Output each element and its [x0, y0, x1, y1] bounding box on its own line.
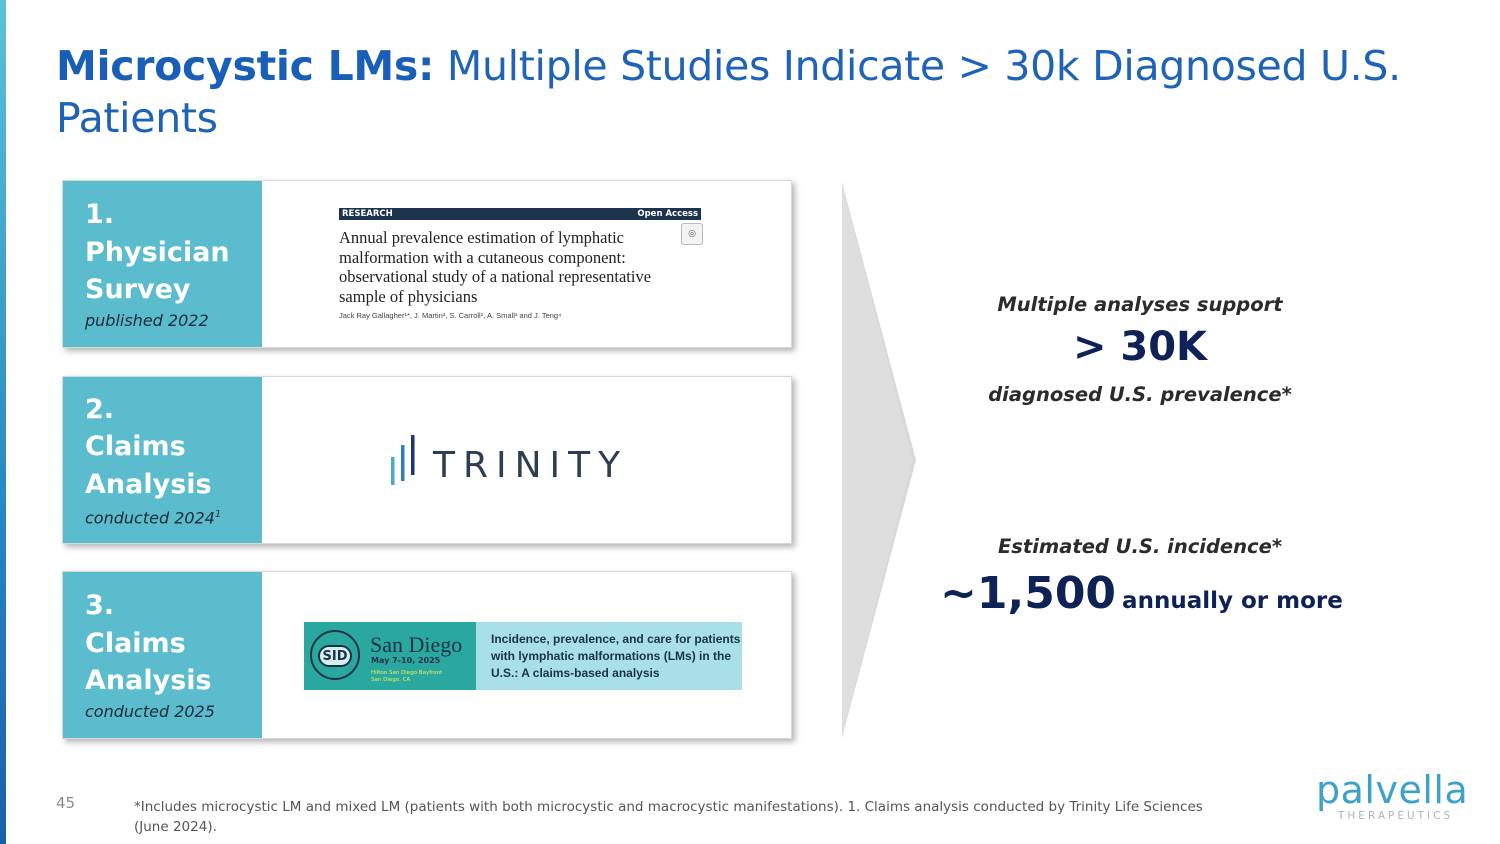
study-subtitle: conducted 2024$^1$	[85, 508, 222, 528]
footnote-marker: 1	[214, 509, 222, 521]
page-title	[56, 40, 1416, 144]
trinity-logo	[389, 433, 629, 493]
article-header-bar	[339, 208, 701, 220]
article-authors: Jack Ray Gallagher¹*, J. Martin², S. Carroll¹, A. Small³ and J. Teng⁴	[339, 311, 562, 321]
left-accent-bar	[0, 0, 6, 844]
poster-banner	[304, 622, 476, 690]
trinity-wordmark: TRINITY	[433, 445, 629, 486]
palvella-logo	[1316, 768, 1476, 828]
study-card-claims-2025	[62, 571, 792, 739]
footnote: *Includes microcystic LM and mixed LM (patients with both microcystic and macrocystic manifestations). 1. Claims analysis conducted by Trinity Life Sciences (June 2024).	[134, 799, 1203, 835]
sid-seal-icon	[310, 630, 360, 680]
conference-poster	[304, 622, 742, 690]
study-label	[63, 572, 262, 738]
chevron-arrow-icon	[842, 182, 916, 738]
article-section: RESEARCH	[342, 209, 393, 219]
logo-wordmark: palvella	[1316, 768, 1469, 812]
title-bold: Microcystic LMs:	[56, 42, 435, 90]
trinity-bars-icon	[389, 433, 419, 493]
study-heading: 1. Physician Survey	[85, 199, 230, 306]
study-label	[63, 377, 262, 543]
poster-venue: Hilton San Diego Bayfront San Diego, CA	[371, 670, 443, 683]
study-subtitle: conducted 2025	[85, 701, 215, 721]
incidence-stat	[940, 568, 1343, 619]
article-access: Open Access	[637, 209, 698, 219]
incidence-value: ~1,500	[940, 568, 1117, 619]
title-rest: Multiple Studies Indicate > 30k Diagnosed U.S. Patients	[56, 42, 1401, 142]
prevalence-caption: diagnosed U.S. prevalence*	[988, 383, 1292, 406]
support-caption: Multiple analyses support	[997, 293, 1283, 316]
article-title: Annual prevalence estimation of lymphatic malformation with a cutaneous component: observational study of a national representative sample of physicians	[339, 228, 652, 306]
prevalence-value: > 30K	[1072, 324, 1208, 370]
check-updates-icon: ◎	[681, 223, 703, 245]
logo-tagline: THERAPEUTICS	[1338, 810, 1454, 822]
article-thumbnail	[339, 208, 701, 320]
page-number: 45	[56, 794, 76, 812]
incidence-caption: Estimated U.S. incidence*	[997, 535, 1283, 558]
study-heading: 3. Claims Analysis	[85, 590, 212, 697]
study-subtitle: published 2022	[85, 310, 209, 330]
poster-city: San Diego	[370, 632, 463, 657]
incidence-unit: annually or more	[1122, 588, 1343, 614]
poster-dates: May 7-10, 2025	[371, 656, 441, 665]
sid-badge: SID	[318, 645, 352, 667]
study-heading: 2. Claims Analysis	[85, 393, 212, 500]
study-card-claims-2024	[62, 376, 792, 544]
poster-title: Incidence, prevalence, and care for patients with lymphatic malformations (LMs) in the U.S.: A claims-based analysis	[476, 622, 742, 690]
study-card-physician-survey	[62, 180, 792, 348]
study-label	[63, 181, 262, 347]
